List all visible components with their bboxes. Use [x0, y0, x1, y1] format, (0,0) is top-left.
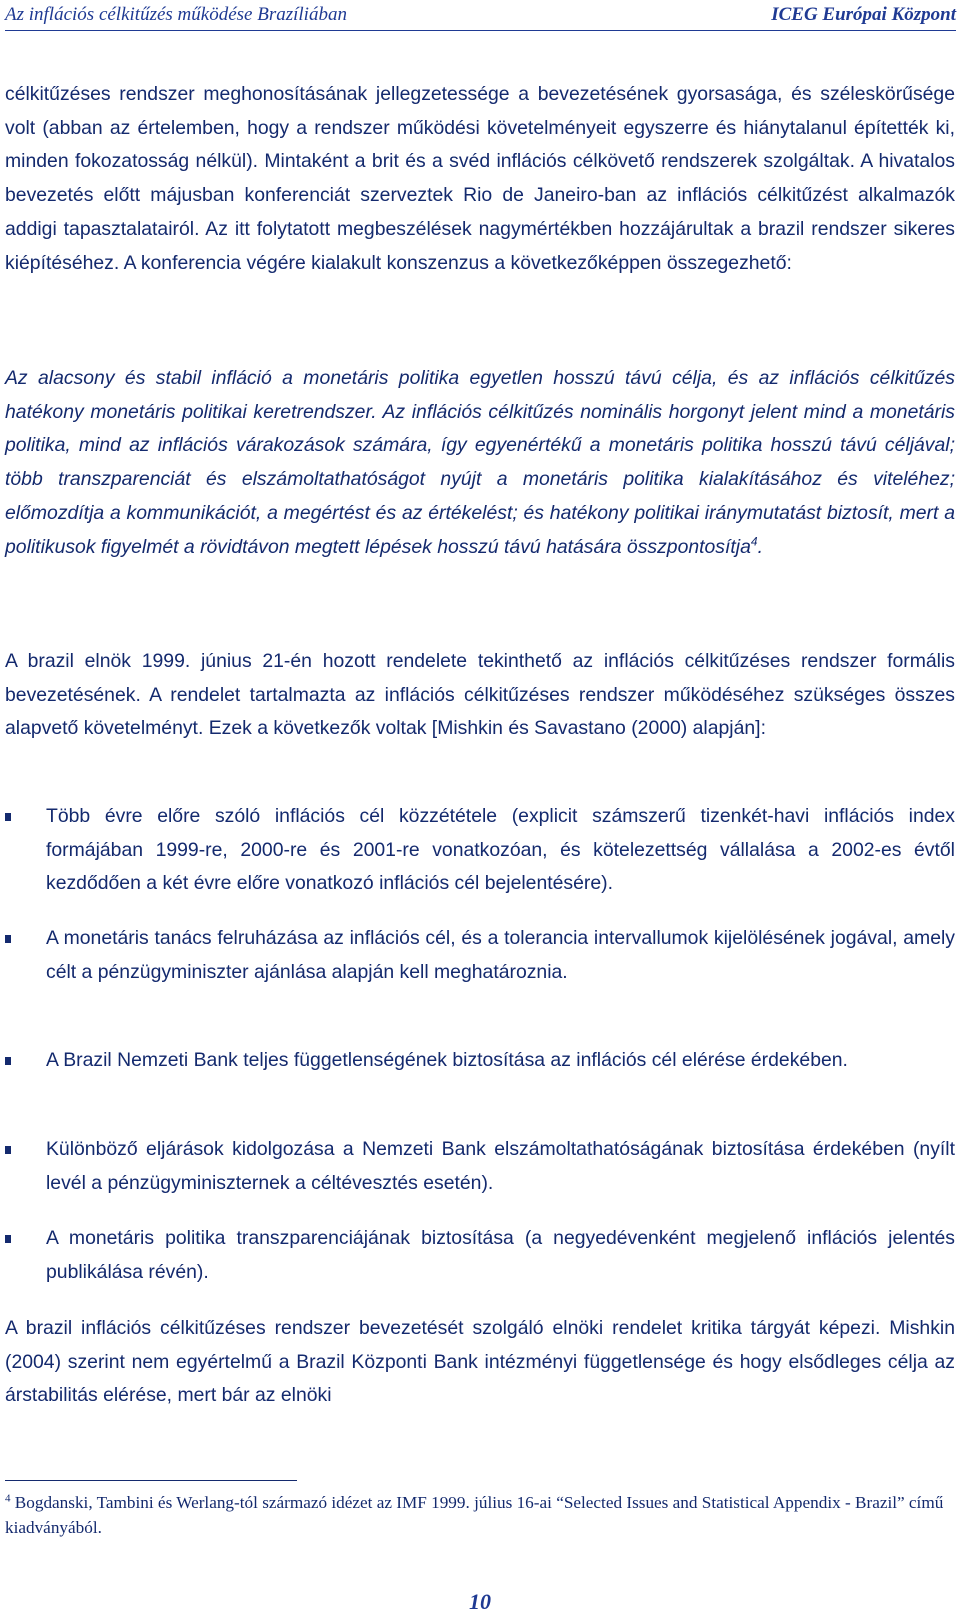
page-header — [5, 4, 956, 31]
paragraph-quote — [5, 362, 955, 564]
paragraph-intro: célkitűzéses rendszer meghonosításának jellegzetessége a bevezetésének gyorsasága, és széleskörűsége volt (abban az értelemben, hogy a rendszer működési követelményeit egyszerre és hiánytalanul építették ki, minden fokozatosság nélkül). Mintaként a brit és a svéd inflációs célkövető rendszerek szolgáltak. A hivatalos bevezetés előtt májusban konferenciát szerveztek Rio de Janeiro-ban az inflációs célkitűzést alkalmazók addigi tapasztalatairól. Az itt folytatott megbeszélések nagymértékben hozzájárultak a brazil rendszer sikeres kiépítéséhez. A konferencia végére kialakult konszenzus a következőképpen összegezhető: — [5, 83, 955, 274]
footnote-reference[interactable]: 4 — [750, 534, 758, 549]
bullet-marker — [5, 1057, 11, 1065]
list-item-text: Különböző eljárások kidolgozása a Nemzeti Bank elszámoltathatóságának biztosítása érdekében (nyílt levél a pénzügyminiszternek a céltévesztés esetén). — [46, 1138, 955, 1194]
bullet-marker — [5, 1146, 11, 1154]
list-item-text: Több évre előre szóló inflációs cél közzététele (explicit számszerű tizenkét-havi inflációs index formájában 1999-re, 2000-re és 2001-re vonatkozóan, és kötelezettség vállalása a 2002-es évtől kezdődően a két évre előre vonatkozó inflációs cél bejelentésére). — [46, 805, 955, 895]
footnote-number: 4 — [5, 1492, 11, 1505]
page-number: 10 — [469, 1589, 491, 1614]
footnote-separator — [5, 1480, 297, 1481]
list-item-text: A monetáris tanács felruházása az inflációs cél, és a tolerancia intervallumok kijelölésének jogával, amely célt a pénzügyminiszter ajánlása alapján kell meghatároznia. — [46, 927, 955, 983]
header-organization: ICEG Európai Központ — [771, 4, 956, 25]
footnote-text: Bogdanski, Tambini és Werlang-tól származó idézet az IMF 1999. július 16-ai “Selected Issues and Statistical Appendix - Brazil” című kiadványából. — [5, 1493, 944, 1537]
bullet-marker — [5, 935, 11, 943]
paragraph-decree: A brazil elnök 1999. június 21-én hozott rendelete tekinthető az inflációs célkitűzéses rendszer formális bevezetésének. A rendelet tartalmazta az inflációs célkitűzéses rendszer működéséhez szükséges összes alapvető követelményt. Ezek a következők voltak [Mishkin és Savastano (2000) alapján]: — [5, 650, 955, 740]
header-title: Az inflációs célkitűzés működése Brazíliában — [5, 4, 347, 25]
bullet-marker — [5, 1235, 11, 1243]
quote-text: Az alacsony és stabil infláció a monetáris politika egyetlen hosszú távú célja, és az inflációs célkitűzés hatékony monetáris politikai keretrendszer. Az inflációs célkitűzés nominális horgonyt jelent mind a monetáris politika, mind az inflációs várakozások számára, így egyenértékű a monetáris politika hosszú távú céljával; több transzparenciát és elszámoltathatóságot nyújt a monetáris politika kialakításához és viteléhez; előmozdítja a kommunikációt, a megértést és az értékelést; és hatékony politikai iránymutatást biztosít, mert a politikusok figyelmét a rövidtávon megtett lépések hosszú távú hatására összpontosítja — [5, 367, 955, 558]
paragraph-critique: A brazil inflációs célkitűzéses rendszer bevezetését szolgáló elnöki rendelet kritika tárgyát képezi. Mishkin (2004) szerint nem egyértelmű a Brazil Központi Bank intézményi függetlensége és hogy elsődleges célja az árstabilitás elérése, mert bár az elnöki — [5, 1317, 955, 1407]
list-item-text: A Brazil Nemzeti Bank teljes függetlenségének biztosítása az inflációs cél elérése érdekében. — [46, 1049, 848, 1071]
list-item-text: A monetáris politika transzparenciájának biztosítása (a negyedévenként megjelenő inflációs jelentés publikálása révén). — [46, 1227, 955, 1283]
footnote — [5, 1490, 955, 1540]
bullet-marker — [5, 813, 11, 821]
quote-end: . — [757, 535, 763, 558]
